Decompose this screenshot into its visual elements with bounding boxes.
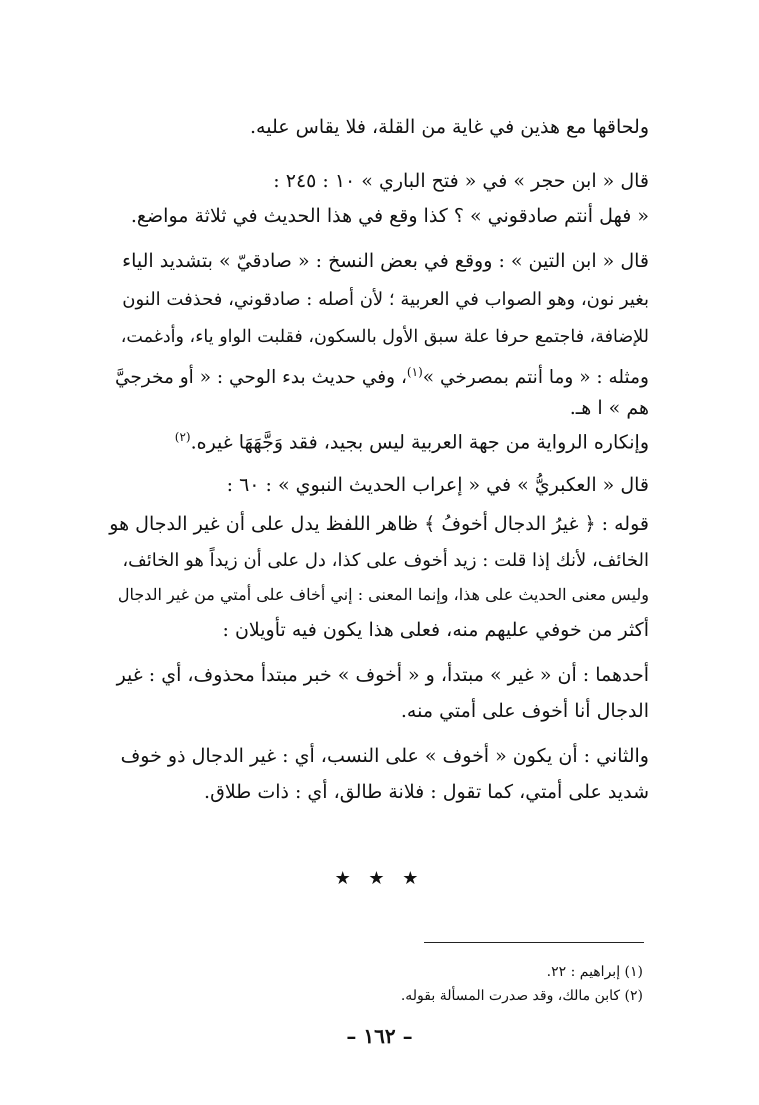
footnote-1: (١) إبراهيم : ٢٢.	[546, 964, 643, 980]
text-line: وليس معنى الحديث على هذا، وإنما المعنى : إني أخاف على أمتي من غير الدجال	[117, 585, 649, 604]
text-line: والثاني : أن يكون « أخوف » على النسب، أي : غير الدجال ذو خوف	[120, 745, 649, 767]
text-line: شديد على أمتي، كما تقول : فلانة طالق، أي : ذات طلاق.	[204, 781, 649, 803]
text-line: أكثر من خوفي عليهم منه، فعلى هذا يكون فيه تأويلان :	[222, 619, 649, 641]
text-line: ولحاقها مع هذين في غاية من القلة، فلا يقاس عليه.	[250, 116, 649, 138]
text-line: قال « العكبريُّ » في « إعراب الحديث النبوي » : ٦٠ :	[226, 474, 649, 496]
text-segment: وإنكاره الرواية من جهة العربية ليس بجيد، فقد وَجَّهَهَا غيره.	[190, 431, 649, 454]
footnote-2: (٢) كابن مالك، وقد صدرت المسألة بقوله.	[400, 988, 643, 1004]
text-line: للإضافة، فاجتمع حرفا علة سبق الأول بالسكون، فقلبت الواو ياء، وأدغمت،	[120, 327, 649, 347]
text-line: قال « ابن حجر » في « فتح الباري » ١٠ : ٢٤٥ :	[273, 170, 649, 192]
text-line: هم » ا هـ.	[569, 397, 649, 419]
text-line	[115, 357, 649, 387]
text-line	[175, 422, 649, 452]
footnote-ref-1: (١)	[406, 365, 423, 379]
section-separator: ★ ★ ★	[334, 868, 425, 889]
page-number: – ١٦٢ –	[346, 1024, 413, 1048]
text-line: بغير نون، وهو الصواب في العربية ؛ لأن أصله : صادقوني، فحذفت النون	[122, 289, 649, 310]
text-line: الخائف، لأنك إذا قلت : زيد أخوف على كذا، دل على أن زيداً هو الخائف،	[122, 550, 649, 571]
text-segment: ومثله : « وما أنتم بمصرخي »	[422, 367, 649, 389]
text-segment: ، وفي حديث بدء الوحي : « أو مخرجيَّ	[114, 367, 407, 389]
text-line: قال « ابن التين » : ووقع في بعض النسخ : « صادقيّ » بتشديد الياء	[122, 250, 649, 272]
text-line: الدجال أنا أخوف على أمتي منه.	[400, 700, 649, 722]
footnote-divider	[424, 942, 644, 943]
text-line: أحدهما : أن « غير » مبتدأ، و « أخوف » خبر مبتدأ محذوف، أي : غير	[116, 664, 649, 686]
text-line: قوله : ﴿ غيرُ الدجال أخوفُ ﴾ ظاهر اللفظ يدل على أن غير الدجال هو	[109, 513, 649, 535]
text-line: « فهل أنتم صادقوني » ؟ كذا وقع في هذا الحديث في ثلاثة مواضع.	[130, 205, 649, 227]
footnote-ref-2: (٢)	[174, 430, 191, 444]
